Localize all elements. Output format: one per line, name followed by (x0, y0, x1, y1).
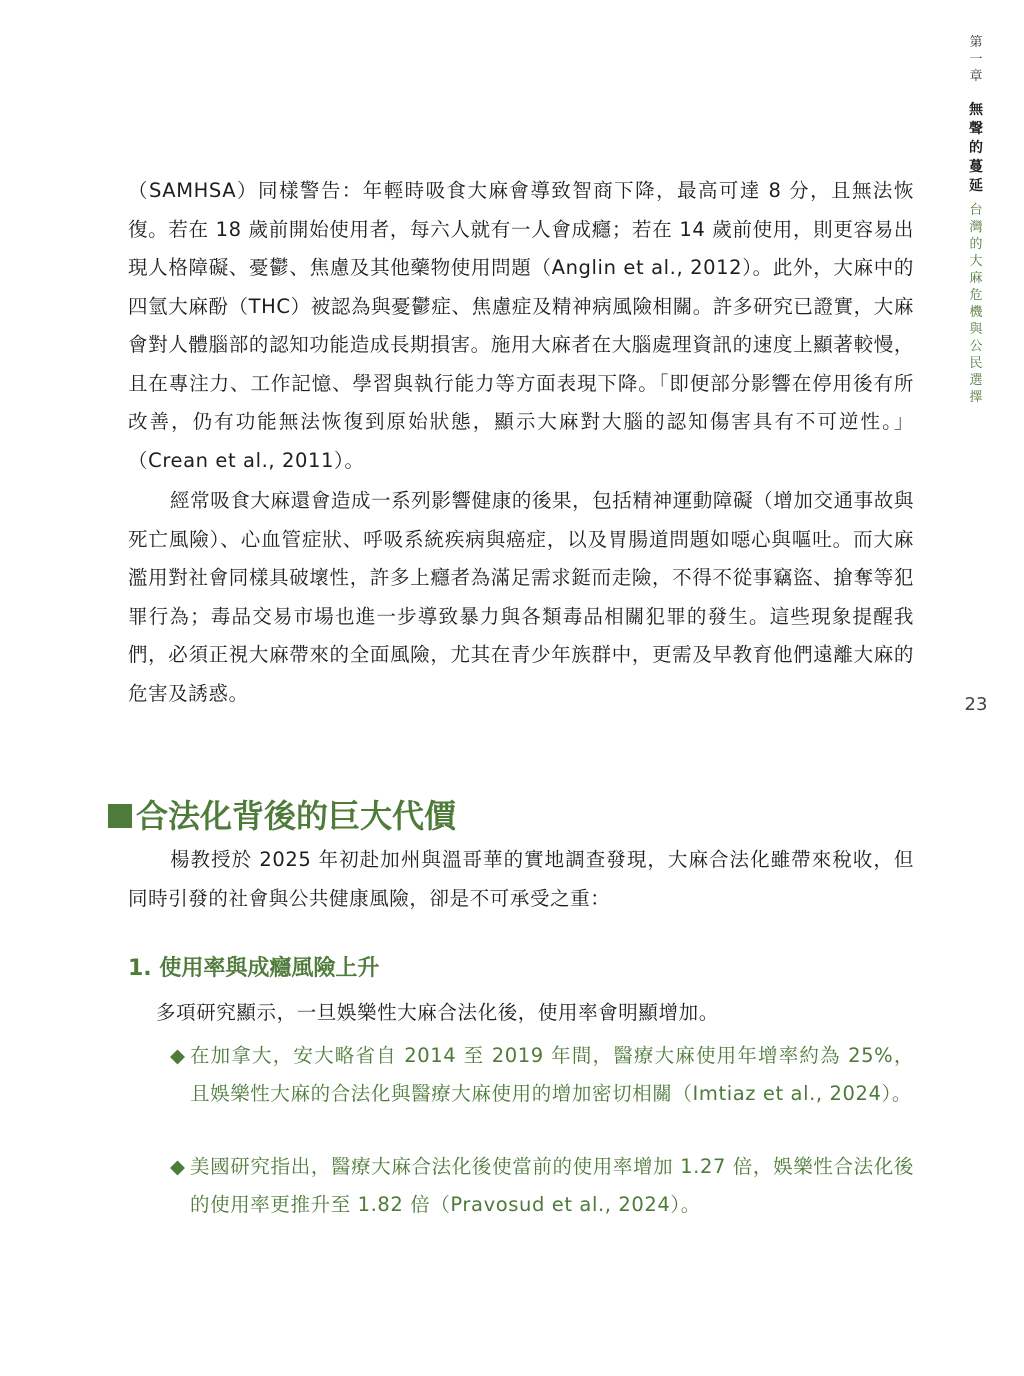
bullet-text: 在加拿大，安大略省自 2014 至 2019 年間，醫療大麻使用年增率約為 25%，且娛樂性大麻的合法化與醫療大麻使用的增加密切相關（Imtiaz et al., 2024）。 (190, 1043, 914, 1105)
title-char: 的 (969, 140, 983, 156)
running-header (956, 36, 996, 408)
body-paragraph: 經常吸食大麻還會造成一系列影響健康的後果，包括精神運動障礙（增加交通事故與死亡風險）、心血管症狀、呼吸系統疾病與癌症，以及胃腸道問題如噁心與嘔吐。而大麻濫用對社會同樣具破壞性，許多上癮者為滿足需求鋌而走險，不得不從事竊盜、搶奪等犯罪行為；毒品交易市場也進一步導致暴力與各類毒品相關犯罪的發生。這些現象提醒我們，必須正視大麻帶來的全面風險，尤其在青少年族群中，更需及早教育他們遠離大麻的危害及誘惑。 (128, 489, 914, 705)
subsection-intro: 多項研究顯示，一旦娛樂性大麻合法化後，使用率會明顯增加。 (156, 1001, 719, 1024)
bullet-item (170, 1037, 914, 1114)
subtitle-char: 公 (969, 339, 983, 354)
body-paragraph: （SAMHSA）同樣警告：年輕時吸食大麻會導致智商下降，最高可達 8 分，且無法恢復。若在 18 歲前開始使用者，每六人就有一人會成癮；若在 14 歲前使用，則更容易出現人格障礙、憂鬱、焦慮及其他藥物使用問題（Anglin et al., 2012）。此外，大麻中的四氫大麻酚（THC）被認為與憂鬱症、焦慮症及精神病風險相關。許多研究已證實，大麻會對人體腦部的認知功能造成長期損害。施用大麻者在大腦處理資訊的速度上顯著較慢，且在專注力、工作記憶、學習與執行能力等方面表現下降。「即便部分影響在停用後有所改善，仍有功能無法恢復到原始狀態，顯示大麻對大腦的認知傷害具有不可逆性。」（Crean et al., 2011）。 (128, 179, 914, 472)
title-char: 延 (969, 178, 983, 194)
section-heading-text: 合法化背後的巨大代價 (136, 797, 457, 835)
square-bullet-icon (108, 804, 132, 828)
subtitle-char: 擇 (969, 390, 983, 405)
title-char: 無 (969, 102, 983, 118)
bullet-text: 美國研究指出，醫療大麻合法化後使當前的使用率增加 1.27 倍，娛樂性合法化後的使用率更推升至 1.82 倍（Pravosud et al., 2024）。 (190, 1154, 914, 1216)
subtitle-char: 機 (969, 305, 983, 320)
subsection-heading: 1. 使用率與成癮風險上升 (128, 956, 380, 981)
chapter-char: 第 (969, 35, 983, 50)
subtitle-char: 大 (969, 254, 983, 269)
section-intro: 楊教授於 2025 年初赴加州與溫哥華的實地調查發現，大麻合法化雖帶來稅收，但同時引發的社會與公共健康風險，卻是不可承受之重： (128, 848, 914, 910)
book-subtitle (969, 204, 982, 408)
subtitle-char: 灣 (969, 220, 983, 235)
diamond-bullet-icon: ◆ (170, 1043, 186, 1067)
page-body (128, 172, 914, 1225)
title-char: 蔓 (969, 159, 983, 175)
title-char: 聲 (969, 121, 983, 137)
subtitle-char: 危 (969, 288, 983, 303)
subtitle-char: 民 (969, 356, 983, 371)
chapter-label (969, 36, 982, 87)
section-heading (108, 793, 914, 839)
subtitle-char: 台 (969, 203, 983, 218)
subtitle-char: 的 (969, 237, 983, 252)
chapter-char: 章 (969, 69, 983, 84)
subtitle-char: 選 (969, 373, 983, 388)
chapter-char: 一 (969, 52, 983, 67)
subtitle-char: 麻 (969, 271, 983, 286)
book-title (969, 103, 983, 198)
diamond-bullet-icon: ◆ (170, 1154, 186, 1178)
subtitle-char: 與 (969, 322, 983, 337)
page-number: 23 (964, 694, 988, 715)
bullet-item (170, 1148, 914, 1225)
